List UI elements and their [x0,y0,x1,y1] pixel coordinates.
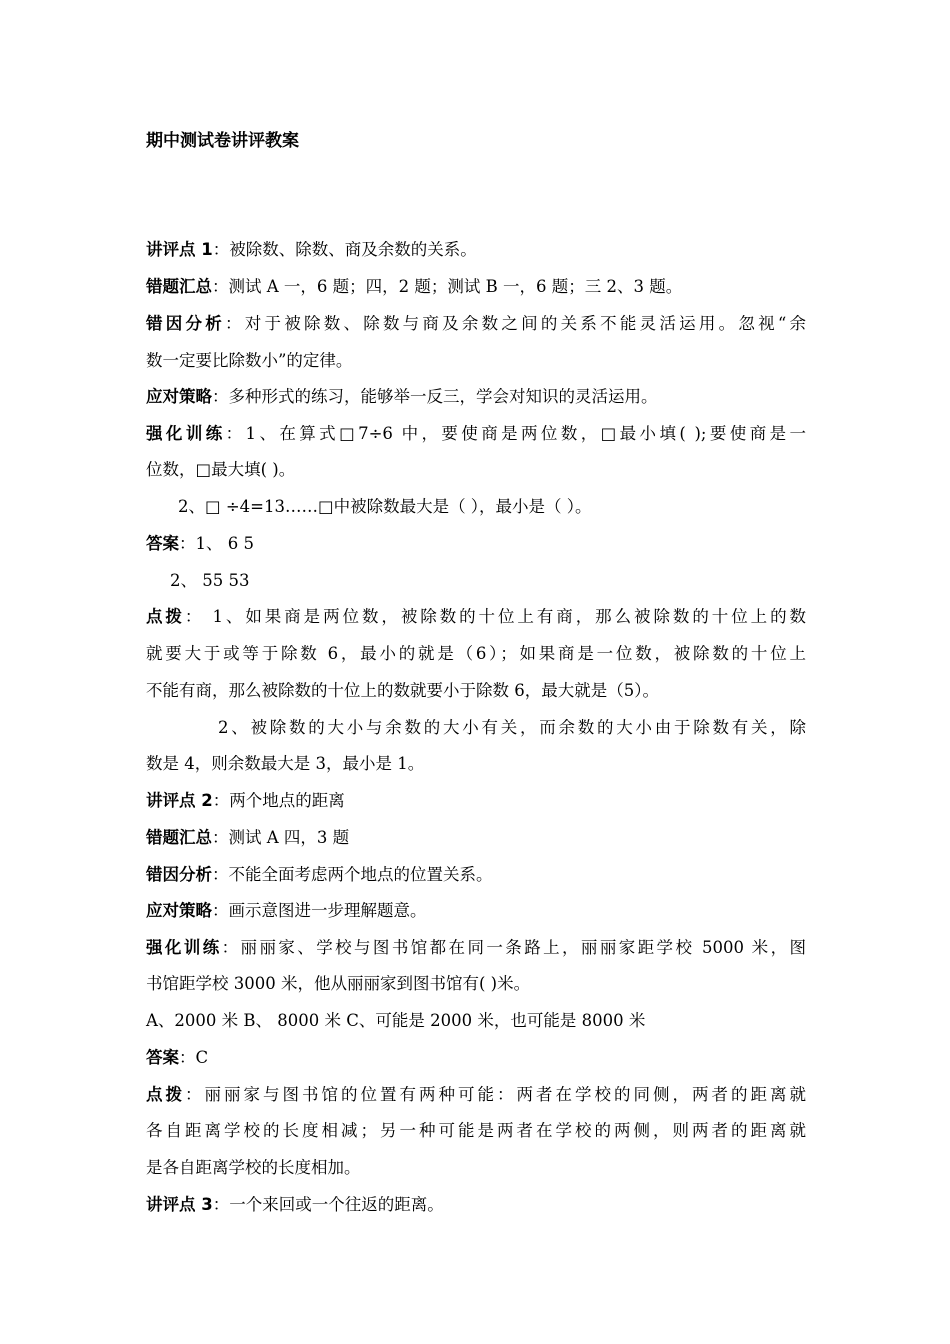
text-line [146,1154,361,1178]
line-text: ：丽丽家与图书馆的位置有两种可能：两者在学校的同侧，两者的距离就 [185,1085,806,1104]
text-line [146,970,530,994]
line-label: 错题汇总 [146,277,212,296]
line-text: 不能有商，那么被除数的十位上的数就要小于除数 6，最大就是（5）。 [146,681,659,700]
line-text: 2、被除数的大小与余数的大小有关，而余数的大小由于除数有关，除 [218,718,806,737]
line-text: ：测试 A 四，3 题 [212,828,350,847]
line-label: 强化训练 [146,938,222,957]
text-line [146,456,295,480]
line-label: 强化训练 [146,424,226,443]
line-text: 书馆距学校 3000 米，他从丽丽家到图书馆有( )米。 [146,974,531,993]
line-label: 应对策略 [146,387,212,406]
line-text: ：对于被除数、除数与商及余数之间的关系不能灵活运用。忽视“余 [224,314,807,333]
line-text: ：C [179,1048,209,1067]
line-text: ： 1、如果商是两位数，被除数的十位上有商，那么被除数的十位上的数 [184,607,806,626]
line-text: 是各自距离学校的长度相加。 [146,1158,361,1177]
text-line [146,383,658,407]
line-text: 2、 55 53 [170,571,250,590]
text-line [218,714,806,738]
line-text: ：1、 6 5 [179,534,254,553]
text-line [146,273,682,297]
text-line [146,1044,208,1068]
text-line [178,493,592,517]
line-label: 错因分析 [146,865,212,884]
text-line [146,750,424,774]
line-text: ：两个地点的距离 [212,791,345,810]
line-label: 错题汇总 [146,828,212,847]
line-text: 位数，□最大填( )。 [146,460,296,479]
line-text: ：一个来回或一个往返的距离。 [212,1195,444,1214]
text-line [146,420,806,444]
line-label: 错因分析 [146,314,225,333]
line-label: 点拨 [146,1085,185,1104]
line-label: 应对策略 [146,901,212,920]
text-line [146,347,352,371]
line-label: 讲评点 3 [146,1195,213,1214]
line-text: A、2000 米 B、 8000 米 C、可能是 2000 米，也可能是 8000 米 [146,1011,646,1030]
line-text: ：1、在算式□7÷6 中，要使商是两位数，□最小填( );要使商是一 [225,424,807,443]
line-label: 答案 [146,534,179,553]
text-line [146,1007,645,1031]
text-line [146,861,493,885]
line-text: ：多种形式的练习，能够举一反三，学会对知识的灵活运用。 [212,387,658,406]
text-line [146,934,806,958]
line-text: 数一定要比除数小”的定律。 [146,351,353,370]
line-text: ：测试 A 一，6 题；四，2 题；测试 B 一，6 题；三 2、3 题。 [212,277,683,296]
line-text: 各自距离学校的长度相减；另一种可能是两者在学校的两侧，则两者的距离就 [146,1121,806,1140]
text-line [146,530,254,554]
line-text: ：不能全面考虑两个地点的位置关系。 [212,865,493,884]
text-line [146,236,477,260]
text-line [146,1191,444,1215]
line-label: 点拨 [146,607,185,626]
text-line [146,603,806,627]
line-text: ：被除数、除数、商及余数的关系。 [212,240,477,259]
line-text: 2、□ ÷4=13……□中被除数最大是（ ），最小是（ ）。 [178,497,592,516]
text-line [146,1117,806,1141]
text-line [146,897,427,921]
text-line [146,824,349,848]
text-line [146,310,806,334]
text-line [146,1081,806,1105]
text-line [146,677,659,701]
line-label: 讲评点 1 [146,240,213,259]
line-label: 答案 [146,1048,179,1067]
line-text: ：丽丽家、学校与图书馆都在同一条路上，丽丽家距学校 5000 米，图 [221,938,806,957]
page-title: 期中测试卷讲评教案 [146,131,299,151]
text-line [146,787,345,811]
text-line [146,640,806,664]
text-line [170,567,249,591]
line-text: ：画示意图进一步理解题意。 [212,901,427,920]
line-label: 讲评点 2 [146,791,213,810]
line-text: 数是 4，则余数最大是 3，最小是 1。 [146,754,425,773]
line-text: 就要大于或等于除数 6，最小的就是（6）；如果商是一位数，被除数的十位上 [146,644,806,663]
